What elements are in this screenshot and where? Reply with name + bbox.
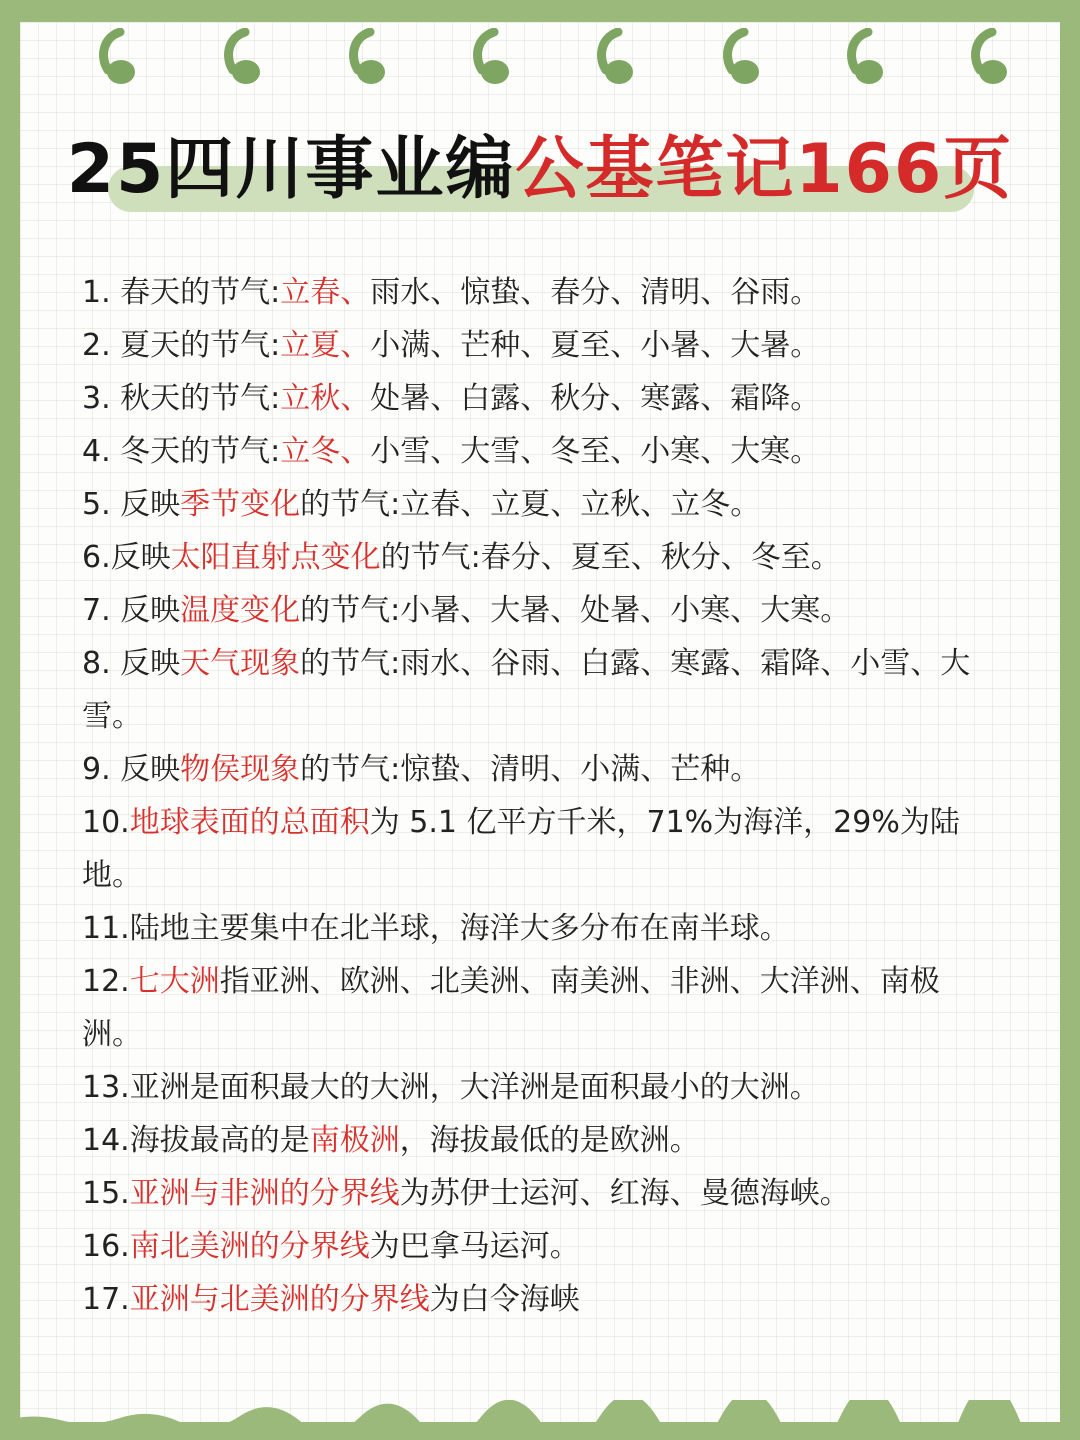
- item-text: 13.亚洲是面积最大的大洲，大洋洲是面积最小的大洲。: [82, 1070, 820, 1105]
- item-text: 14.海拔最高的是: [82, 1123, 310, 1158]
- item-text: 15.: [82, 1176, 130, 1211]
- list-item: [82, 1167, 997, 1220]
- list-item: [82, 1114, 997, 1167]
- item-text: 7. 反映: [82, 593, 181, 628]
- item-text: 4. 冬天的节气:: [82, 434, 281, 469]
- item-text: 的节气:雨水、谷雨、白露、寒露、霜降、小雪、大雪。: [82, 646, 971, 734]
- item-text: 6.反映: [82, 540, 171, 575]
- ring-icon: [332, 28, 410, 88]
- item-text: 1. 春天的节气:: [82, 275, 281, 310]
- list-item: [82, 796, 997, 902]
- title-part-red: 公基笔记166页: [515, 130, 1014, 209]
- item-text: 12.: [82, 964, 130, 999]
- item-text: 8. 反映: [82, 646, 181, 681]
- item-text: 的节气:小暑、大暑、处暑、小寒、大寒。: [300, 593, 851, 628]
- highlighted-text: 立夏、: [280, 328, 371, 363]
- item-text: 9. 反映: [82, 752, 181, 787]
- item-text: 17.: [82, 1282, 130, 1317]
- ring-icon: [207, 28, 285, 88]
- item-text: 雨水、惊蛰、春分、清明、谷雨。: [370, 275, 821, 310]
- list-item: [82, 1061, 997, 1114]
- list-item: [82, 955, 997, 1061]
- ring-icon: [706, 28, 784, 88]
- item-text: 小雪、大雪、冬至、小寒、大寒。: [370, 434, 821, 469]
- list-item: [82, 319, 997, 372]
- highlighted-text: 立冬、: [280, 434, 371, 469]
- item-text: 5. 反映: [82, 487, 181, 522]
- item-text: 处暑、白露、秋分、寒露、霜降。: [370, 381, 821, 416]
- highlighted-text: 天气现象: [180, 646, 301, 681]
- item-text: 的节气:惊蛰、清明、小满、芒种。: [300, 752, 761, 787]
- item-text: 为苏伊士运河、红海、曼德海峡。: [399, 1176, 850, 1211]
- item-text: ，海拔最低的是欧洲。: [399, 1123, 700, 1158]
- list-item: [82, 637, 997, 743]
- ring-icon: [830, 28, 908, 88]
- item-text: 为巴拿马运河。: [369, 1229, 580, 1264]
- highlighted-text: 季节变化: [180, 487, 301, 522]
- item-text: 16.: [82, 1229, 130, 1264]
- item-text: 11.陆地主要集中在北半球，海洋大多分布在南半球。: [82, 911, 790, 946]
- item-text: 2. 夏天的节气:: [82, 328, 281, 363]
- list-item: [82, 743, 997, 796]
- item-text: 的节气:春分、夏至、秋分、冬至。: [380, 540, 841, 575]
- list-item: [82, 266, 997, 319]
- highlighted-text: 南极洲: [309, 1123, 400, 1158]
- notes-list: [82, 266, 997, 1326]
- item-text: 的节气:立春、立夏、立秋、立冬。: [300, 487, 761, 522]
- list-item: [82, 584, 997, 637]
- torn-edge-decoration: [0, 1400, 1080, 1440]
- title-banner: [0, 130, 1080, 230]
- ring-icon: [580, 28, 658, 88]
- list-item: [82, 1220, 997, 1273]
- list-item: [82, 425, 997, 478]
- list-item: [82, 902, 997, 955]
- list-item: [82, 478, 997, 531]
- list-item: [82, 531, 997, 584]
- item-text: 小满、芒种、夏至、小暑、大暑。: [370, 328, 821, 363]
- ring-icon: [82, 28, 160, 88]
- list-item: [82, 1273, 997, 1326]
- ring-icon: [456, 28, 534, 88]
- highlighted-text: 太阳直射点变化: [170, 540, 381, 575]
- highlighted-text: 物侯现象: [180, 752, 301, 787]
- highlighted-text: 立春、: [280, 275, 371, 310]
- item-text: 指亚洲、欧洲、北美洲、南美洲、非洲、大洋洲、南极洲。: [82, 964, 940, 1052]
- highlighted-text: 南北美洲的分界线: [129, 1229, 370, 1264]
- item-text: 为 5.1 亿平方千米，71%为海洋，29%为陆地。: [82, 805, 960, 893]
- highlighted-text: 亚洲与北美洲的分界线: [129, 1282, 430, 1317]
- highlighted-text: 七大洲: [129, 964, 220, 999]
- item-text: 3. 秋天的节气:: [82, 381, 281, 416]
- title-part-black: 25四川事业编: [66, 130, 516, 209]
- list-item: [82, 372, 997, 425]
- highlighted-text: 亚洲与非洲的分界线: [129, 1176, 400, 1211]
- item-text: 10.: [82, 805, 130, 840]
- highlighted-text: 地球表面的总面积: [129, 805, 370, 840]
- item-text: 为白令海峡: [429, 1282, 580, 1317]
- highlighted-text: 温度变化: [180, 593, 301, 628]
- ring-icon: [954, 28, 1032, 88]
- page-title: [0, 130, 1080, 210]
- highlighted-text: 立秋、: [280, 381, 371, 416]
